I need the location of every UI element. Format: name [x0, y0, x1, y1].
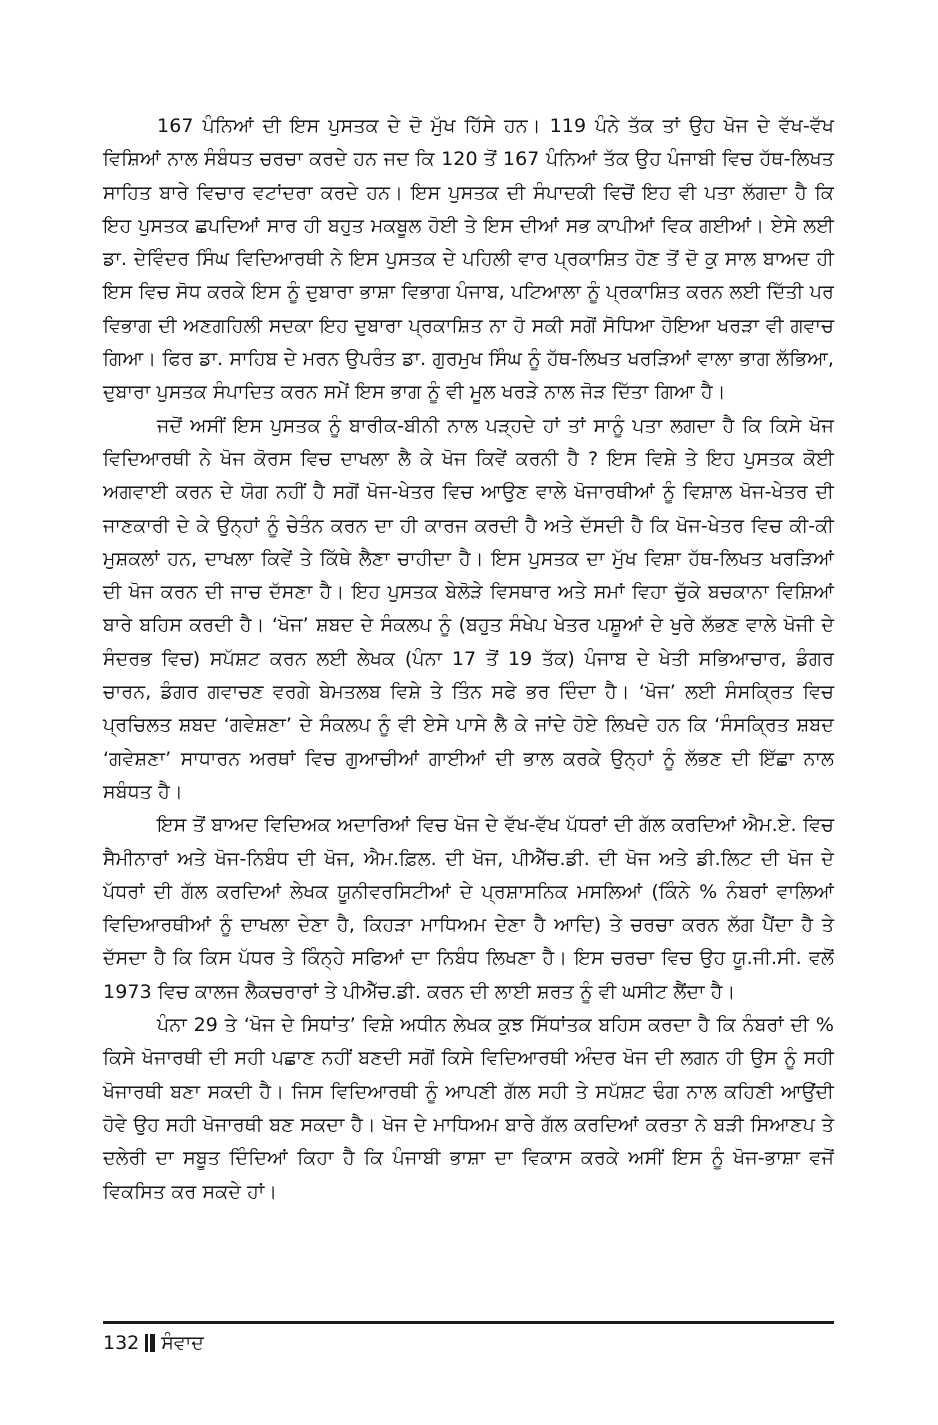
journal-name: ਸੰਵਾਦ: [161, 1332, 204, 1354]
separator-bars-icon: [145, 1334, 155, 1352]
footer-rule: [103, 1321, 834, 1324]
body-paragraph-1: 167 ਪੰਨਿਆਂ ਦੀ ਇਸ ਪੁਸਤਕ ਦੇ ਦੋ ਮੁੱਖ ਹਿੱਸੇ ਹਨ। 119 ਪੰਨੇ ਤੱਕ ਤਾਂ ਉਹ ਖੋਜ ਦੇ ਵੱਖ-ਵੱਖ ਵਿਸ਼ਿਆਂ ਨਾਲ ਸੰਬੰਧਤ ਚਰਚਾ ਕਰਦੇ ਹਨ ਜਦ ਕਿ 120 ਤੋਂ 167 ਪੰਨਿਆਂ ਤੱਕ ਉਹ ਪੰਜਾਬੀ ਵਿਚ ਹੱਥ-ਲਿਖਤ ਸਾਹਿਤ ਬਾਰੇ ਵਿਚਾਰ ਵਟਾਂਦਰਾ ਕਰਦੇ ਹਨ। ਇਸ ਪੁਸਤਕ ਦੀ ਸੰਪਾਦਕੀ ਵਿਚੋਂ ਇਹ ਵੀ ਪਤਾ ਲੱਗਦਾ ਹੈ ਕਿ ਇਹ ਪੁਸਤਕ ਛਪਦਿਆਂ ਸਾਰ ਹੀ ਬਹੁਤ ਮਕਬੂਲ ਹੋਈ ਤੇ ਇਸ ਦੀਆਂ ਸਭ ਕਾਪੀਆਂ ਵਿਕ ਗਈਆਂ। ਏਸੇ ਲਈ ਡਾ. ਦੇਵਿੰਦਰ ਸਿੰਘ ਵਿਦਿਆਰਥੀ ਨੇ ਇਸ ਪੁਸਤਕ ਦੇ ਪਹਿਲੀ ਵਾਰ ਪ੍ਰਕਾਸ਼ਿਤ ਹੋਣ ਤੋਂ ਦੋ ਕੁ ਸਾਲ ਬਾਅਦ ਹੀ ਇਸ ਵਿਚ ਸੋਧ ਕਰਕੇ ਇਸ ਨੂੰ ਦੁਬਾਰਾ ਭਾਸ਼ਾ ਵਿਭਾਗ ਪੰਜਾਬ, ਪਟਿਆਲਾ ਨੂੰ ਪ੍ਰਕਾਸ਼ਿਤ ਕਰਨ ਲਈ ਦਿੱਤੀ ਪਰ ਵਿਭਾਗ ਦੀ ਅਣਗਹਿਲੀ ਸਦਕਾ ਇਹ ਦੁਬਾਰਾ ਪ੍ਰਕਾਸ਼ਿਤ ਨਾ ਹੋ ਸਕੀ ਸਗੋਂ ਸੋਧਿਆ ਹੋਇਆ ਖਰੜਾ ਵੀ ਗਵਾਚ ਗਿਆ। ਫਿਰ ਡਾ. ਸਾਹਿਬ ਦੇ ਮਰਨ ਉਪਰੰਤ ਡਾ. ਗੁਰਮੁਖ ਸਿੰਘ ਨੂੰ ਹੱਥ-ਲਿਖਤ ਖਰੜਿਆਂ ਵਾਲਾ ਭਾਗ ਲੱਭਿਆ, ਦੁਬਾਰਾ ਪੁਸਤਕ ਸੰਪਾਦਿਤ ਕਰਨ ਸਮੇਂ ਇਸ ਭਾਗ ਨੂੰ ਵੀ ਮੂਲ ਖਰੜੇ ਨਾਲ ਜੋੜ ਦਿੱਤਾ ਗਿਆ ਹੈ।: [103, 115, 834, 404]
page-footer: [103, 1330, 204, 1356]
body-paragraph-3: ਇਸ ਤੋਂ ਬਾਅਦ ਵਿਦਿਅਕ ਅਦਾਰਿਆਂ ਵਿਚ ਖੋਜ ਦੇ ਵੱਖ-ਵੱਖ ਪੱਧਰਾਂ ਦੀ ਗੱਲ ਕਰਦਿਆਂ ਐਮ.ਏ. ਵਿਚ ਸੈਮੀਨਾਰਾਂ ਅਤੇ ਖੋਜ-ਨਿਬੰਧ ਦੀ ਖੋਜ, ਐਮ.ਫ਼ਿਲ. ਦੀ ਖੋਜ, ਪੀਐੱਚ.ਡੀ. ਦੀ ਖੋਜ ਅਤੇ ਡੀ.ਲਿਟ ਦੀ ਖੋਜ ਦੇ ਪੱਧਰਾਂ ਦੀ ਗੱਲ ਕਰਦਿਆਂ ਲੇਖਕ ਯੂਨੀਵਰਸਿਟੀਆਂ ਦੇ ਪ੍ਰਸ਼ਾਸਨਿਕ ਮਸਲਿਆਂ (ਕਿੰਨੇ % ਨੰਬਰਾਂ ਵਾਲਿਆਂ ਵਿਦਿਆਰਥੀਆਂ ਨੂੰ ਦਾਖਲਾ ਦੇਣਾ ਹੈ, ਕਿਹੜਾ ਮਾਧਿਅਮ ਦੇਣਾ ਹੈ ਆਦਿ) ਤੇ ਚਰਚਾ ਕਰਨ ਲੱਗ ਪੈਂਦਾ ਹੈ ਤੇ ਦੱਸਦਾ ਹੈ ਕਿ ਕਿਸ ਪੱਧਰ ਤੇ ਕਿੰਨ੍ਹੇ ਸਫਿਆਂ ਦਾ ਨਿਬੰਧ ਲਿਖਣਾ ਹੈ। ਇਸ ਚਰਚਾ ਵਿਚ ਉਹ ਯੂ.ਜੀ.ਸੀ. ਵਲੋਂ 1973 ਵਿਚ ਕਾਲਜ ਲੈਕਚਰਾਰਾਂ ਤੇ ਪੀਐੱਚ.ਡੀ. ਕਰਨ ਦੀ ਲਾਈ ਸ਼ਰਤ ਨੂੰ ਵੀ ਘਸੀਟ ਲੈਂਦਾ ਹੈ।: [103, 814, 834, 1003]
page-body: [103, 110, 834, 1209]
page-number: 132: [103, 1332, 140, 1354]
body-paragraph-4: ਪੰਨਾ 29 ਤੇ ‘ਖੋਜ ਦੇ ਸਿਧਾਂਤ’ ਵਿਸ਼ੇ ਅਧੀਨ ਲੇਖਕ ਕੁਝ ਸਿੱਧਾਂਤਕ ਬਹਿਸ ਕਰਦਾ ਹੈ ਕਿ ਨੰਬਰਾਂ ਦੀ % ਕਿਸੇ ਖੋਜਾਰਥੀ ਦੀ ਸਹੀ ਪਛਾਣ ਨਹੀਂ ਬਣਦੀ ਸਗੋਂ ਕਿਸੇ ਵਿਦਿਆਰਥੀ ਅੰਦਰ ਖੋਜ ਦੀ ਲਗਨ ਹੀ ਉਸ ਨੂੰ ਸਹੀ ਖੋਜਾਰਥੀ ਬਣਾ ਸਕਦੀ ਹੈ। ਜਿਸ ਵਿਦਿਆਰਥੀ ਨੂੰ ਆਪਣੀ ਗੱਲ ਸਹੀ ਤੇ ਸਪੱਸ਼ਟ ਢੰਗ ਨਾਲ ਕਹਿਣੀ ਆਉਂਦੀ ਹੋਵੇ ਉਹ ਸਹੀ ਖੋਜਾਰਥੀ ਬਣ ਸਕਦਾ ਹੈ। ਖੋਜ ਦੇ ਮਾਧਿਅਮ ਬਾਰੇ ਗੱਲ ਕਰਦਿਆਂ ਕਰਤਾ ਨੇ ਬੜੀ ਸਿਆਣਪ ਤੇ ਦਲੇਰੀ ਦਾ ਸਬੂਤ ਦਿੰਦਿਆਂ ਕਿਹਾ ਹੈ ਕਿ ਪੰਜਾਬੀ ਭਾਸ਼ਾ ਦਾ ਵਿਕਾਸ ਕਰਕੇ ਅਸੀਂ ਇਸ ਨੂੰ ਖੋਜ-ਭਾਸ਼ਾ ਵਜੋਂ ਵਿਕਸਿਤ ਕਰ ਸਕਦੇ ਹਾਂ।: [103, 1014, 834, 1203]
body-paragraph-2: ਜਦੋਂ ਅਸੀਂ ਇਸ ਪੁਸਤਕ ਨੂੰ ਬਾਰੀਕ-ਬੀਨੀ ਨਾਲ ਪੜ੍ਹਦੇ ਹਾਂ ਤਾਂ ਸਾਨੂੰ ਪਤਾ ਲਗਦਾ ਹੈ ਕਿ ਕਿਸੇ ਖੋਜ ਵਿਦਿਆਰਥੀ ਨੇ ਖੋਜ ਕੋਰਸ ਵਿਚ ਦਾਖਲਾ ਲੈ ਕੇ ਖੋਜ ਕਿਵੇਂ ਕਰਨੀ ਹੈ ? ਇਸ ਵਿਸ਼ੇ ਤੇ ਇਹ ਪੁਸਤਕ ਕੋਈ ਅਗਵਾਈ ਕਰਨ ਦੇ ਯੋਗ ਨਹੀਂ ਹੈ ਸਗੋਂ ਖੋਜ-ਖੇਤਰ ਵਿਚ ਆਉਣ ਵਾਲੇ ਖੋਜਾਰਥੀਆਂ ਨੂੰ ਵਿਸ਼ਾਲ ਖੋਜ-ਖੇਤਰ ਦੀ ਜਾਣਕਾਰੀ ਦੇ ਕੇ ਉਨ੍ਹਾਂ ਨੂੰ ਚੇਤੰਨ ਕਰਨ ਦਾ ਹੀ ਕਾਰਜ ਕਰਦੀ ਹੈ ਅਤੇ ਦੱਸਦੀ ਹੈ ਕਿ ਖੋਜ-ਖੇਤਰ ਵਿਚ ਕੀ-ਕੀ ਮੁਸ਼ਕਲਾਂ ਹਨ, ਦਾਖਲਾ ਕਿਵੇਂ ਤੇ ਕਿੱਥੇ ਲੈਣਾ ਚਾਹੀਦਾ ਹੈ। ਇਸ ਪੁਸਤਕ ਦਾ ਮੁੱਖ ਵਿਸ਼ਾ ਹੱਥ-ਲਿਖਤ ਖਰੜਿਆਂ ਦੀ ਖੋਜ ਕਰਨ ਦੀ ਜਾਚ ਦੱਸਣਾ ਹੈ। ਇਹ ਪੁਸਤਕ ਬੇਲੋੜੇ ਵਿਸਥਾਰ ਅਤੇ ਸਮਾਂ ਵਿਹਾ ਚੁੱਕੇ ਬਚਕਾਨਾ ਵਿਸ਼ਿਆਂ ਬਾਰੇ ਬਹਿਸ ਕਰਦੀ ਹੈ। ‘ਖੋਜ’ ਸ਼ਬਦ ਦੇ ਸੰਕਲਪ ਨੂੰ (ਬਹੁਤ ਸੰਖੇਪ ਖੇਤਰ ਪਸ਼ੂਆਂ ਦੇ ਖੁਰੇ ਲੱਭਣ ਵਾਲੇ ਖੋਜੀ ਦੇ ਸੰਦਰਭ ਵਿਚ) ਸਪੱਸ਼ਟ ਕਰਨ ਲਈ ਲੇਖਕ (ਪੰਨਾ 17 ਤੋਂ 19 ਤੱਕ) ਪੰਜਾਬ ਦੇ ਖੇਤੀ ਸਭਿਆਚਾਰ, ਡੰਗਰ ਚਾਰਨ, ਡੰਗਰ ਗਵਾਚਣ ਵਰਗੇ ਬੇਮਤਲਬ ਵਿਸ਼ੇ ਤੇ ਤਿੰਨ ਸਫੇ ਭਰ ਦਿੰਦਾ ਹੈ। ‘ਖੋਜ’ ਲਈ ਸੰਸਕ੍ਰਿਤ ਵਿਚ ਪ੍ਰਚਿਲਤ ਸ਼ਬਦ ‘ਗਵੇਸ਼ਣਾ’ ਦੇ ਸੰਕਲਪ ਨੂੰ ਵੀ ਏਸੇ ਪਾਸੇ ਲੈ ਕੇ ਜਾਂਦੇ ਹੋਏ ਲਿਖਦੇ ਹਨ ਕਿ ‘ਸੰਸਕ੍ਰਿਤ ਸ਼ਬਦ ‘ਗਵੇਸ਼ਣਾ’ ਸਾਧਾਰਨ ਅਰਥਾਂ ਵਿਚ ਗੁਆਚੀਆਂ ਗਾਈਆਂ ਦੀ ਭਾਲ ਕਰਕੇ ਉਨ੍ਹਾਂ ਨੂੰ ਲੱਭਣ ਦੀ ਇੱਛਾ ਨਾਲ ਸਬੰਧਤ ਹੈ।: [103, 414, 834, 803]
